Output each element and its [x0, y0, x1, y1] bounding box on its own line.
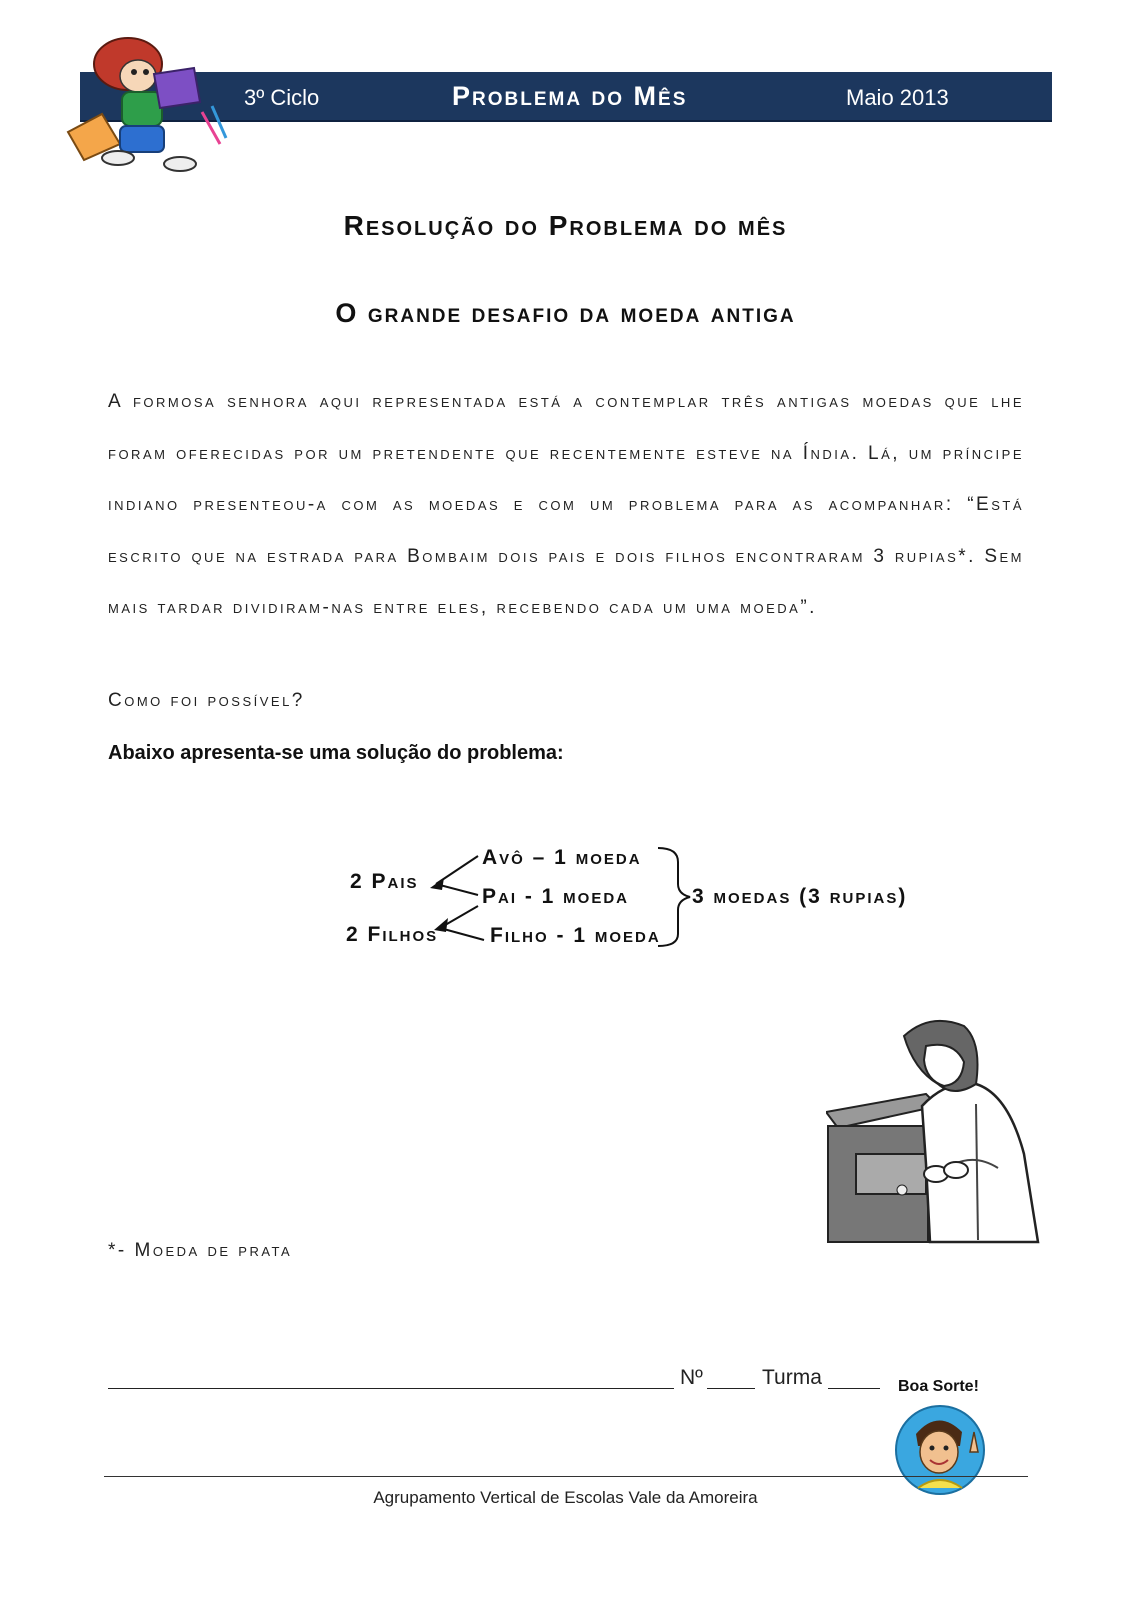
- diagram-grandfather: Avô – 1 moeda: [482, 846, 642, 869]
- numero-label: Nº: [680, 1366, 703, 1389]
- curly-brace: [658, 848, 690, 946]
- diagram-son: Filho - 1 moeda: [490, 924, 661, 947]
- challenge-title: O grande desafio da moeda antiga: [335, 298, 796, 328]
- solution-intro: Abaixo apresenta-se uma solução do problema:: [108, 742, 564, 764]
- header-date: Maio 2013: [846, 85, 949, 110]
- footer-school-name: Agrupamento Vertical de Escolas Vale da Amoreira: [373, 1488, 758, 1507]
- diagram-two-sons: 2 Filhos: [346, 923, 439, 946]
- footnote: *- Moeda de prata: [108, 1240, 293, 1261]
- footer-divider: [104, 1476, 1028, 1477]
- arrow-filhos-filho: [440, 928, 484, 940]
- lady-illustration: [826, 1014, 1050, 1244]
- arrowhead-pais: [430, 878, 444, 890]
- problem-question: Como foi possível?: [108, 690, 305, 711]
- header-cycle: 3º Ciclo: [244, 85, 320, 110]
- diagram-total: 3 moedas (3 rupias): [692, 885, 908, 908]
- turma-field-line[interactable]: [828, 1388, 880, 1389]
- turma-label: Turma: [762, 1366, 822, 1389]
- diagram-father: Pai - 1 moeda: [482, 885, 630, 908]
- name-field-line[interactable]: [108, 1388, 674, 1389]
- numero-field-line[interactable]: [707, 1388, 755, 1389]
- diagram-two-fathers: 2 Pais: [350, 870, 419, 893]
- problem-statement: A formosa senhora aqui representada está a contemplar três antigas moedas que lhe foram oferecidas por um pretendente que recentemente esteve na Índia. Lá, um príncipe indiano presenteou-a com as moedas e com um problema para as acompanhar: “Está escrito que na estrada para Bombaim dois pais e dois filhos encontraram 3 rupias*. Sem mais tardar dividiram-nas entre eles, recebendo cada um uma moeda”.: [108, 391, 1024, 618]
- header-title: Problema do Mês: [452, 81, 688, 111]
- good-luck-label: Boa Sorte!: [898, 1378, 979, 1395]
- resolution-title: Resolução do Problema do mês: [343, 210, 788, 241]
- smiling-kid-icon: [892, 1402, 992, 1498]
